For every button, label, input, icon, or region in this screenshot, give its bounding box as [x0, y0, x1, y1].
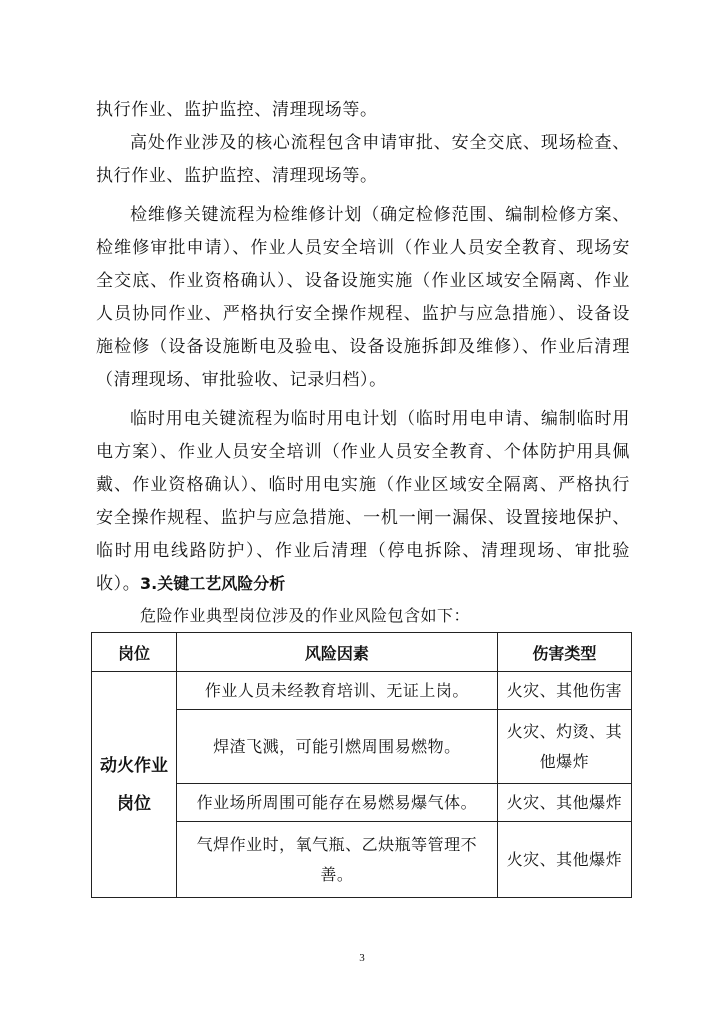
header-factor: 风险因素 [177, 633, 498, 672]
risk-factor-cell: 焊渣飞溅，可能引燃周围易燃物。 [177, 710, 498, 784]
paragraph-maintenance: 检维修关键流程为检维修计划（确定检修范围、编制检修方案、检维修审批申请）、作业人员安全培训（作业人员安全教育、现场安全交底、作业资格确认）、设备设施实施（作业区域安全隔离、作业人员协同作业、严格执行安全操作规程、监护与应急措施）、设备设施检修（设备设施断电及验电、设备设施拆卸及维修）、作业后清理（清理现场、审批验收、记录归档）。 [96, 205, 630, 390]
harm-type-cell: 火灾、其他爆炸 [497, 784, 631, 822]
section-heading: 3.关键工艺风险分析 [140, 574, 286, 593]
harm-type-cell: 火灾、其他伤害 [497, 672, 631, 710]
table-row [92, 672, 632, 710]
paragraph-height-work: 高处作业涉及的核心流程包含申请审批、安全交底、现场检查、执行作业、监护监控、清理现场等。 [96, 133, 630, 186]
header-harm: 伤害类型 [497, 633, 631, 672]
table-intro: 危险作业典型岗位涉及的作业风险包含如下： [140, 606, 471, 625]
page-number: 3 [359, 952, 365, 964]
risk-factor-cell: 作业人员未经教育培训、无证上岗。 [177, 672, 498, 710]
post-cell: 动火作业岗位 [92, 672, 177, 898]
risk-factor-cell: 作业场所周围可能存在易燃易爆气体。 [177, 784, 498, 822]
harm-type-cell: 火灾、灼烫、其他爆炸 [497, 710, 631, 784]
table-header-row [92, 633, 632, 672]
risk-table [91, 632, 632, 898]
paragraph-temporary-power: 临时用电关键流程为临时用电计划（临时用电申请、编制临时用电方案）、作业人员安全培训（作业人员安全教育、个体防护用具佩戴、作业资格确认）、临时用电实施（作业区域安全隔离、严格执行安全操作规程、监护与应急措施、一机一闸一漏保、设置接地保护、临时用电线路防护）、作业后清理（停电拆除、清理现场、审批验收）。 [96, 409, 630, 594]
harm-type-cell: 火灾、其他爆炸 [497, 822, 631, 898]
risk-factor-cell: 气焊作业时，氧气瓶、乙炔瓶等管理不善。 [177, 822, 498, 898]
header-post: 岗位 [92, 633, 177, 672]
paragraph-continuation: 执行作业、监护监控、清理现场等。 [96, 100, 378, 120]
